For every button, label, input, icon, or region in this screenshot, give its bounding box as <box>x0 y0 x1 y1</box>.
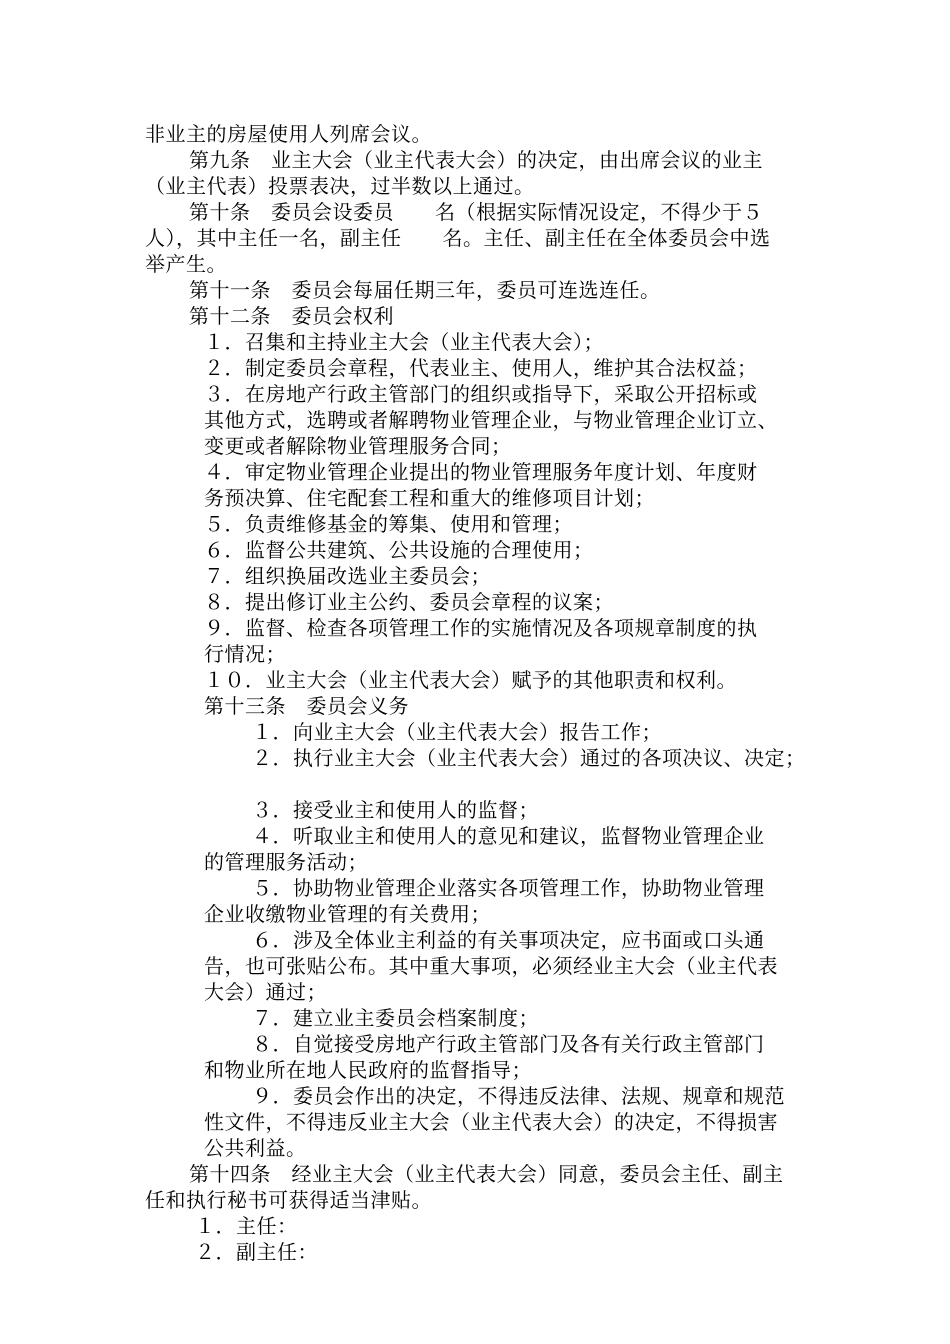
list-item: ８．自觉接受房地产行政主管部门及各有关行政主管部门 <box>252 1032 765 1056</box>
list-item: １．向业主大会（业主代表大会）报告工作； <box>252 720 662 744</box>
list-item: １０．业主大会（业主代表大会）赋予的其他职责和权利。 <box>204 668 737 692</box>
list-item: ９．委员会作出的决定，不得违反法律、法规、规章和规范 <box>252 1084 785 1108</box>
list-item: ７．建立业主委员会档案制度； <box>252 1006 539 1030</box>
list-item: ５．负责维修基金的筹集、使用和管理； <box>204 512 573 536</box>
text-line: （业主代表）投票表决，过半数以上通过。 <box>145 174 535 198</box>
text-line: 务预决算、住宅配套工程和重大的维修项目计划； <box>204 486 655 510</box>
list-item: ４．听取业主和使用人的意见和建议，监督物业管理企业 <box>252 824 765 848</box>
list-item: ９．监督、检查各项管理工作的实施情况及各项规章制度的执 <box>204 616 758 640</box>
text-line: 非业主的房屋使用人列席会议。 <box>145 122 432 146</box>
list-item: ２．制定委员会章程，代表业主、使用人，维护其合法权益； <box>204 356 758 380</box>
text-line: 其他方式，选聘或者解聘物业管理企业，与物业管理企业订立、 <box>204 408 778 432</box>
article-14-heading: 第十四条 经业主大会（业主代表大会）同意，委员会主任、副主 <box>189 1162 784 1186</box>
list-item: ２．执行业主大会（业主代表大会）通过的各项决议、决定； <box>252 746 806 770</box>
article-13-heading: 第十三条 委员会义务 <box>204 694 409 718</box>
list-item: ３．在房地产行政主管部门的组织或指导下，采取公开招标或 <box>204 382 758 406</box>
text-line: 任和执行秘书可获得适当津贴。 <box>145 1188 432 1212</box>
article-12-heading: 第十二条 委员会权利 <box>189 304 394 328</box>
text-line: 变更或者解除物业管理服务合同； <box>204 434 512 458</box>
list-item: ８．提出修订业主公约、委员会章程的议案； <box>204 590 614 614</box>
list-item: ６．涉及全体业主利益的有关事项决定，应书面或口头通 <box>252 928 765 952</box>
list-item: ６．监督公共建筑、公共设施的合理使用； <box>204 538 594 562</box>
text-line: 人），其中主任一名，副主任 名。主任、副主任在全体委员会中选 <box>145 226 771 250</box>
list-item: ５．协助物业管理企业落实各项管理工作，协助物业管理 <box>252 876 765 900</box>
text-line: 和物业所在地人民政府的监督指导； <box>204 1058 532 1082</box>
text-line: 大会）通过； <box>204 980 327 1004</box>
list-item: ２．副主任： <box>195 1240 318 1264</box>
text-line: 告，也可张贴公布。其中重大事项，必须经业主大会（业主代表 <box>204 954 778 978</box>
text-line: 企业收缴物业管理的有关费用； <box>204 902 491 926</box>
text-line: 的管理服务活动； <box>204 850 368 874</box>
article-11-heading: 第十一条 委员会每届任期三年，委员可连选连任。 <box>189 278 661 302</box>
text-line: 行情况； <box>204 642 286 666</box>
list-item: ４．审定物业管理企业提出的物业管理服务年度计划、年度财 <box>204 460 758 484</box>
list-item: １．主任： <box>195 1214 298 1238</box>
article-9-heading: 第九条 业主大会（业主代表大会）的决定，由出席会议的业主 <box>189 148 763 172</box>
article-10-heading: 第十条 委员会设委员 名（根据实际情况设定，不得少于５ <box>189 200 763 224</box>
list-item: １．召集和主持业主大会（业主代表大会）； <box>204 330 604 354</box>
list-item: ３．接受业主和使用人的监督； <box>252 798 539 822</box>
text-line: 举产生。 <box>145 252 227 276</box>
text-line: 公共利益。 <box>204 1136 307 1160</box>
list-item: ７．组织换届改选业主委员会； <box>204 564 491 588</box>
text-line: 性文件，不得违反业主大会（业主代表大会）的决定，不得损害 <box>204 1110 778 1134</box>
